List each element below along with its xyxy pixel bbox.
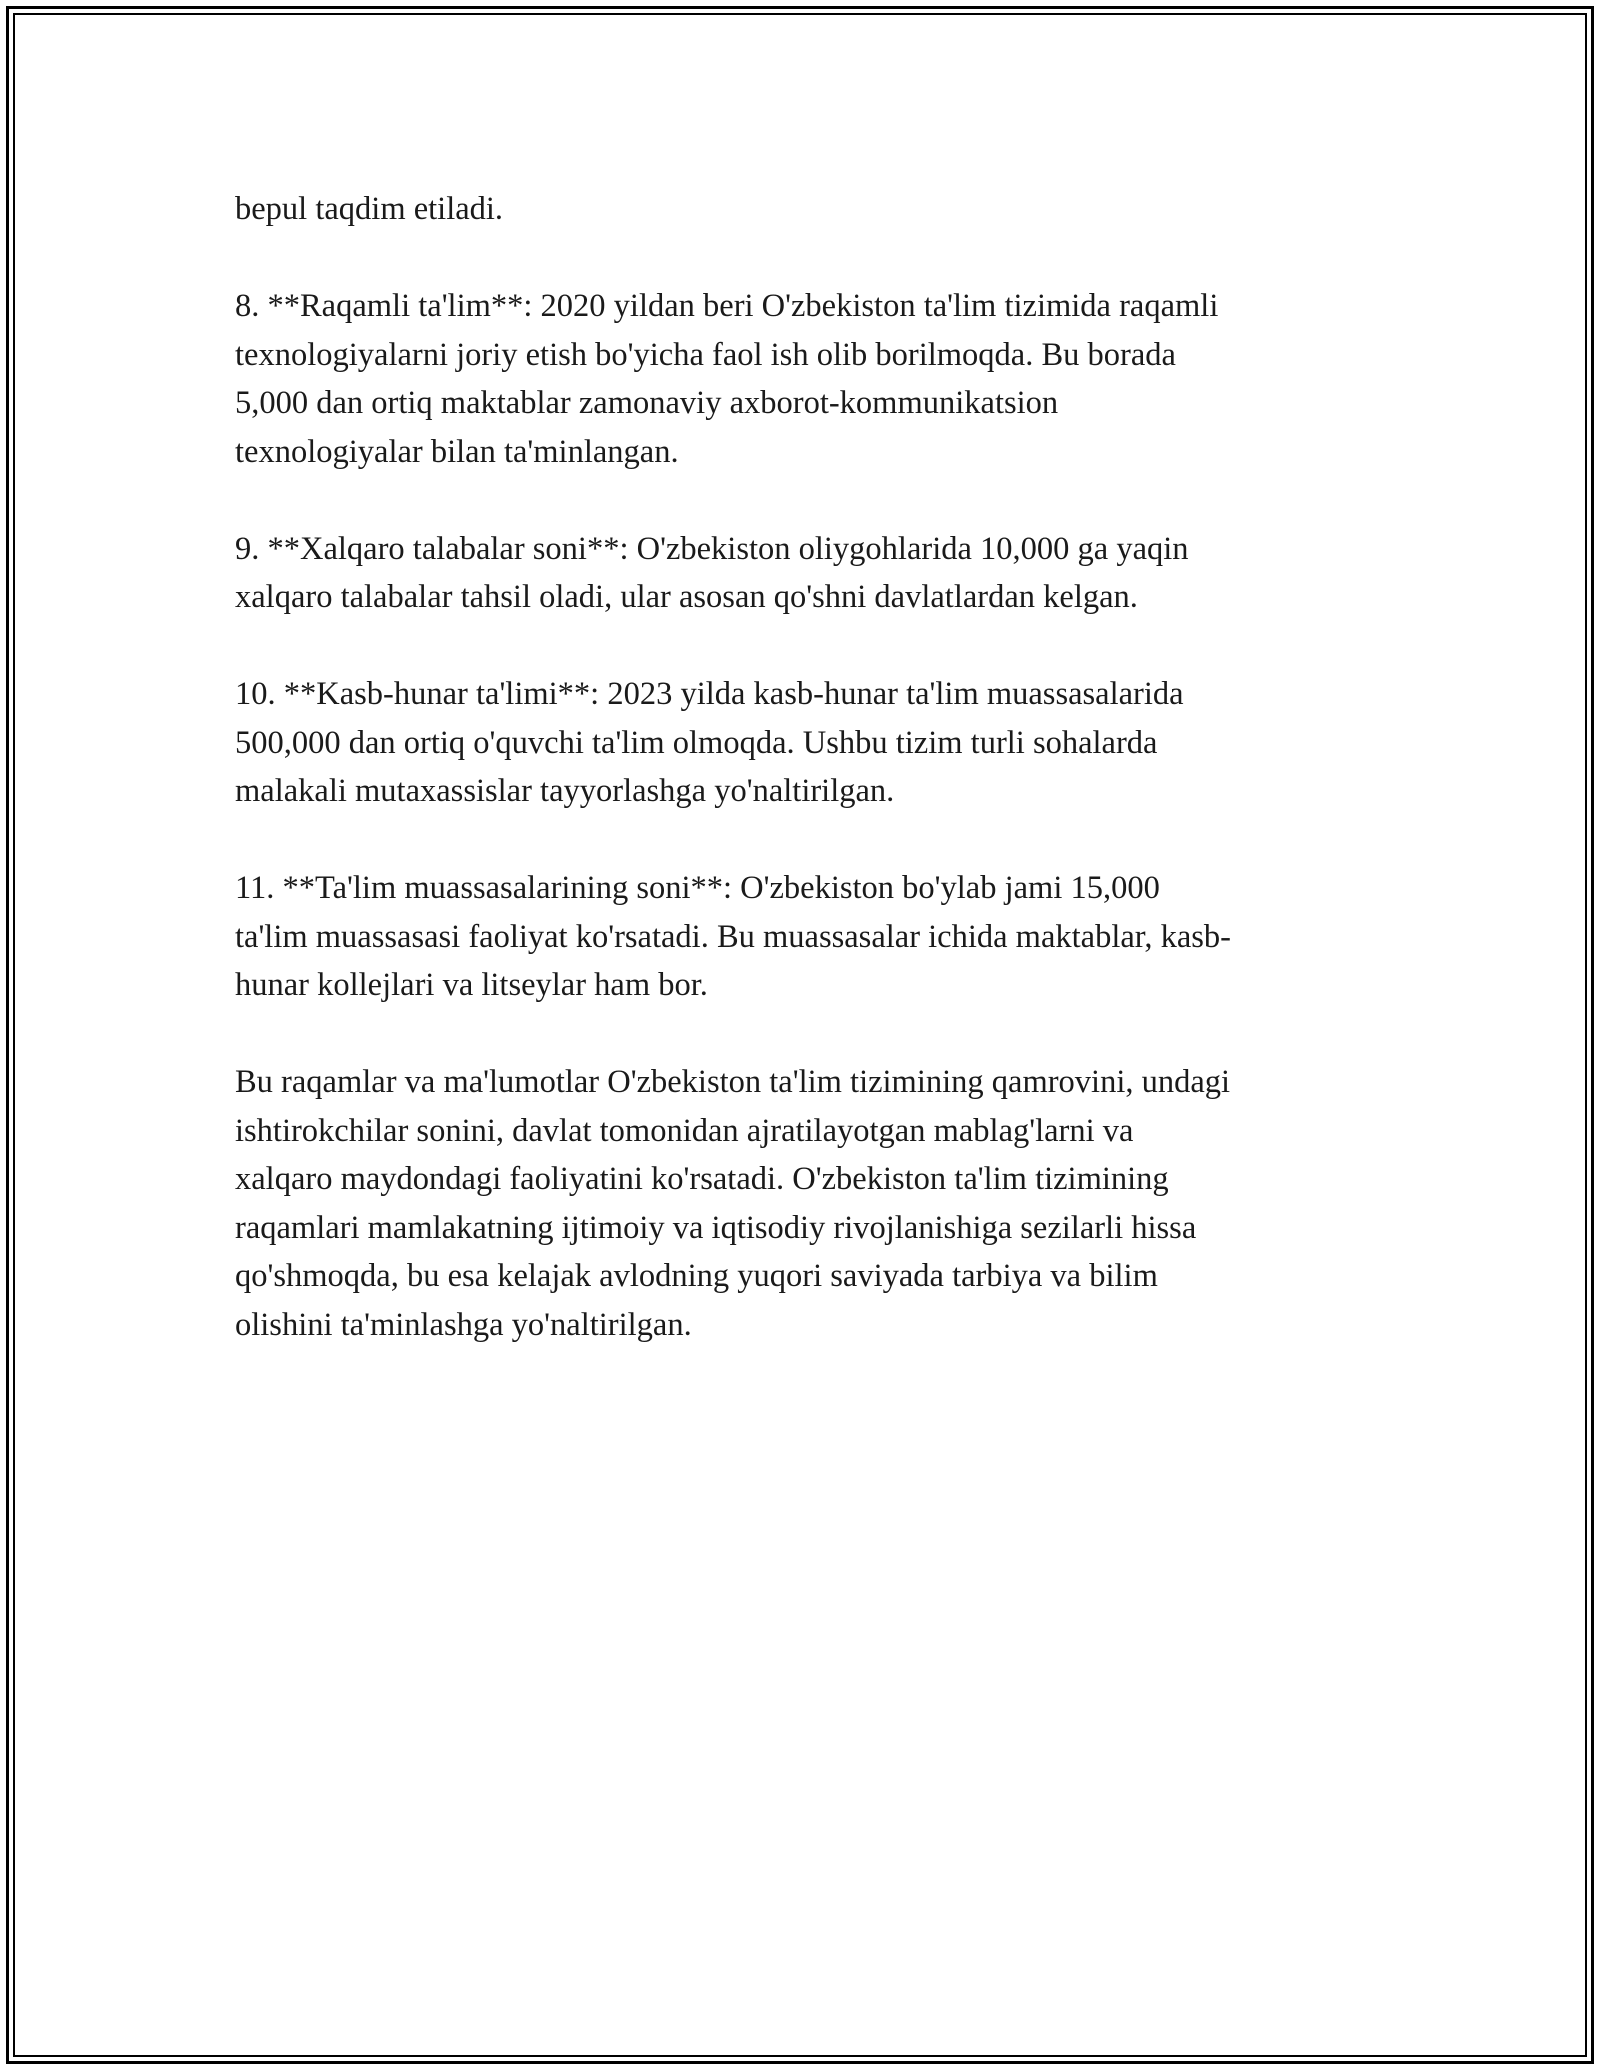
text-line: texnologiyalarni joriy etish bo'yicha faol ish olib borilmoqda. Bu borada bbox=[235, 336, 1176, 373]
text-line: xalqaro talabalar tahsil oladi, ular asosan qo'shni davlatlardan kelgan. bbox=[235, 579, 1138, 615]
text-line: ta'lim muassasasi faoliyat ko'rsatadi. Bu muassasalar ichida maktablar, kasb- bbox=[235, 918, 1231, 955]
text-line: texnologiyalar bilan ta'minlangan. bbox=[235, 433, 679, 470]
paragraph-continuation bbox=[235, 185, 1365, 234]
text-line: ishtirokchilar sonini, davlat tomonidan ajratilayotgan mablag'larni va bbox=[235, 1112, 1134, 1149]
text-line: 9. **Xalqaro talabalar soni**: O'zbekiston oliygohlarida 10,000 ga yaqin bbox=[235, 530, 1189, 567]
text-line: malakali mutaxassislar tayyorlashga yo'naltirilgan. bbox=[235, 773, 895, 809]
text-line: 11. **Ta'lim muassasalarining soni**: O'zbekiston bo'ylab jami 15,000 bbox=[235, 870, 1160, 906]
text-line: 10. **Kasb-hunar ta'limi**: 2023 yilda kasb-hunar ta'lim muassasalarida bbox=[235, 676, 1184, 712]
paragraph-item-9 bbox=[235, 525, 1365, 622]
paragraph-item-8 bbox=[235, 282, 1365, 476]
text-line: 500,000 dan ortiq o'quvchi ta'lim olmoqda. Ushbu tizim turli sohalarda bbox=[235, 724, 1158, 761]
text-line: olishini ta'minlashga yo'naltirilgan. bbox=[235, 1306, 692, 1343]
paragraph-item-10 bbox=[235, 670, 1365, 816]
text-line: xalqaro maydondagi faoliyatini ko'rsatadi. O'zbekiston ta'lim tizimining bbox=[235, 1161, 1169, 1197]
text-line: bepul taqdim etiladi. bbox=[235, 191, 504, 227]
paragraph-item-11 bbox=[235, 864, 1365, 1010]
text-line: Bu raqamlar va ma'lumotlar O'zbekiston ta'lim tizimining qamrovini, undagi bbox=[235, 1064, 1231, 1100]
paragraph-conclusion bbox=[235, 1058, 1365, 1349]
text-line: 8. **Raqamli ta'lim**: 2020 yildan beri O'zbekiston ta'lim tizimida raqamli bbox=[235, 288, 1219, 324]
text-line: 5,000 dan ortiq maktablar zamonaviy axborot-kommunikatsion bbox=[235, 385, 1059, 421]
text-line: raqamlari mamlakatning ijtimoiy va iqtisodiy rivojlanishiga sezilarli hissa bbox=[235, 1209, 1197, 1246]
text-line: qo'shmoqda, bu esa kelajak avlodning yuqori saviyada tarbiya va bilim bbox=[235, 1258, 1158, 1294]
document-body bbox=[235, 185, 1365, 1398]
text-line: hunar kollejlari va litseylar ham bor. bbox=[235, 967, 708, 1003]
